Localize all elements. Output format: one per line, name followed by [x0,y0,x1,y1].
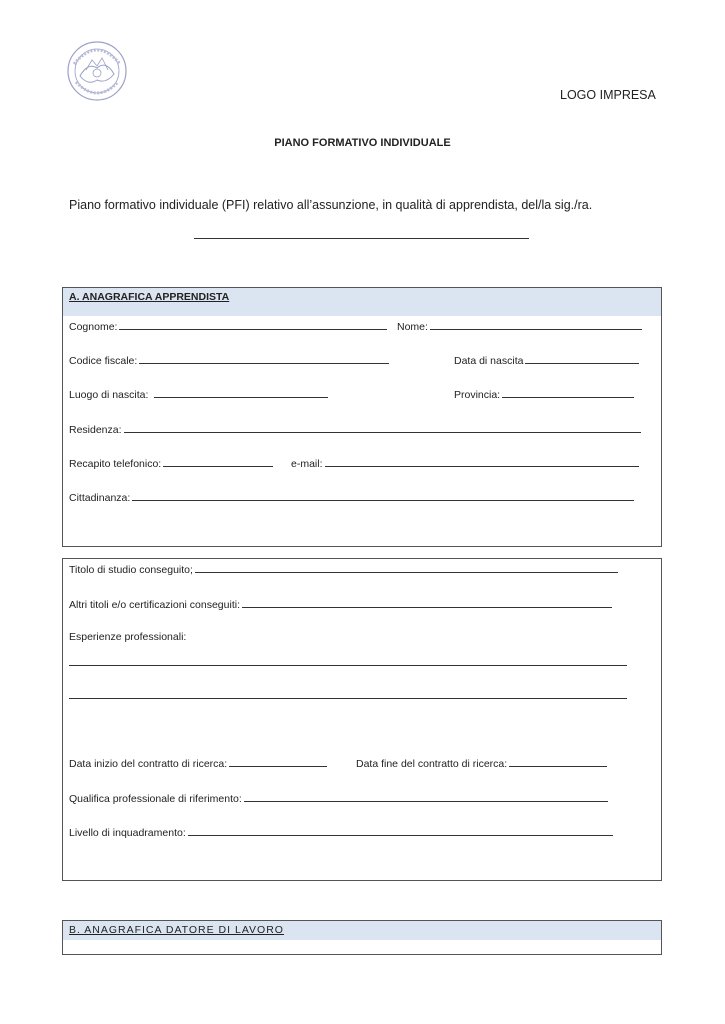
provincia-label: Provincia: [454,389,501,401]
email-label: e-mail: [291,458,323,470]
luogo-nascita-label: Luogo di nascita: [69,389,149,401]
nome-label: Nome: [397,321,428,333]
cittadinanza-label: Cittadinanza: [69,492,131,504]
university-seal-logo [66,40,128,102]
residenza-field[interactable] [124,422,641,433]
esperienze-label: Esperienze professionali: [69,631,187,643]
apprentice-name-line[interactable] [194,238,529,239]
data-fine-field[interactable] [509,756,607,767]
titolo-studio-label: Titolo di studio conseguito; [69,564,193,576]
altri-titoli-label: Altri titoli e/o certificazioni conseguiti: [69,599,240,611]
data-fine-label: Data fine del contratto di ricerca: [356,758,508,770]
intro-text: Piano formativo individuale (PFI) relativo all’assunzione, in qualità di apprendista, del/la sig./ra. [69,198,593,212]
residenza-label: Residenza: [69,424,122,436]
section-b-title: B. ANAGRAFICA DATORE DI LAVORO [69,924,284,936]
livello-field[interactable] [188,825,613,836]
titolo-studio-field[interactable] [195,562,618,573]
recapito-label: Recapito telefonico: [69,458,162,470]
cittadinanza-field[interactable] [132,490,634,501]
section-education-contract [62,558,662,881]
section-employer-data [62,920,662,955]
qualifica-field[interactable] [244,791,608,802]
data-nascita-field[interactable] [525,353,639,364]
section-a-header [63,288,661,316]
livello-label: Livello di inquadramento: [69,827,186,839]
section-a-title: A. ANAGRAFICA APPRENDISTA [69,291,230,303]
email-field[interactable] [325,456,639,467]
document-title: PIANO FORMATIVO INDIVIDUALE [274,137,451,149]
altri-titoli-field[interactable] [242,597,612,608]
esperienze-line-2[interactable] [69,698,627,699]
company-logo-placeholder: LOGO IMPRESA [560,88,656,102]
qualifica-label: Qualifica professionale di riferimento: [69,793,242,805]
luogo-nascita-field[interactable] [154,387,328,398]
nome-field[interactable] [430,319,642,330]
section-apprentice-data [62,287,662,547]
data-inizio-label: Data inizio del contratto di ricerca: [69,758,228,770]
esperienze-line-1[interactable] [69,665,627,666]
cognome-label: Cognome: [69,321,118,333]
cognome-field[interactable] [119,319,387,330]
section-b-header [63,921,661,940]
codice-fiscale-field[interactable] [139,353,389,364]
provincia-field[interactable] [502,387,634,398]
data-inizio-field[interactable] [229,756,327,767]
codice-fiscale-label: Codice fiscale: [69,355,138,367]
data-nascita-label: Data di nascita [454,355,524,367]
recapito-field[interactable] [163,456,273,467]
